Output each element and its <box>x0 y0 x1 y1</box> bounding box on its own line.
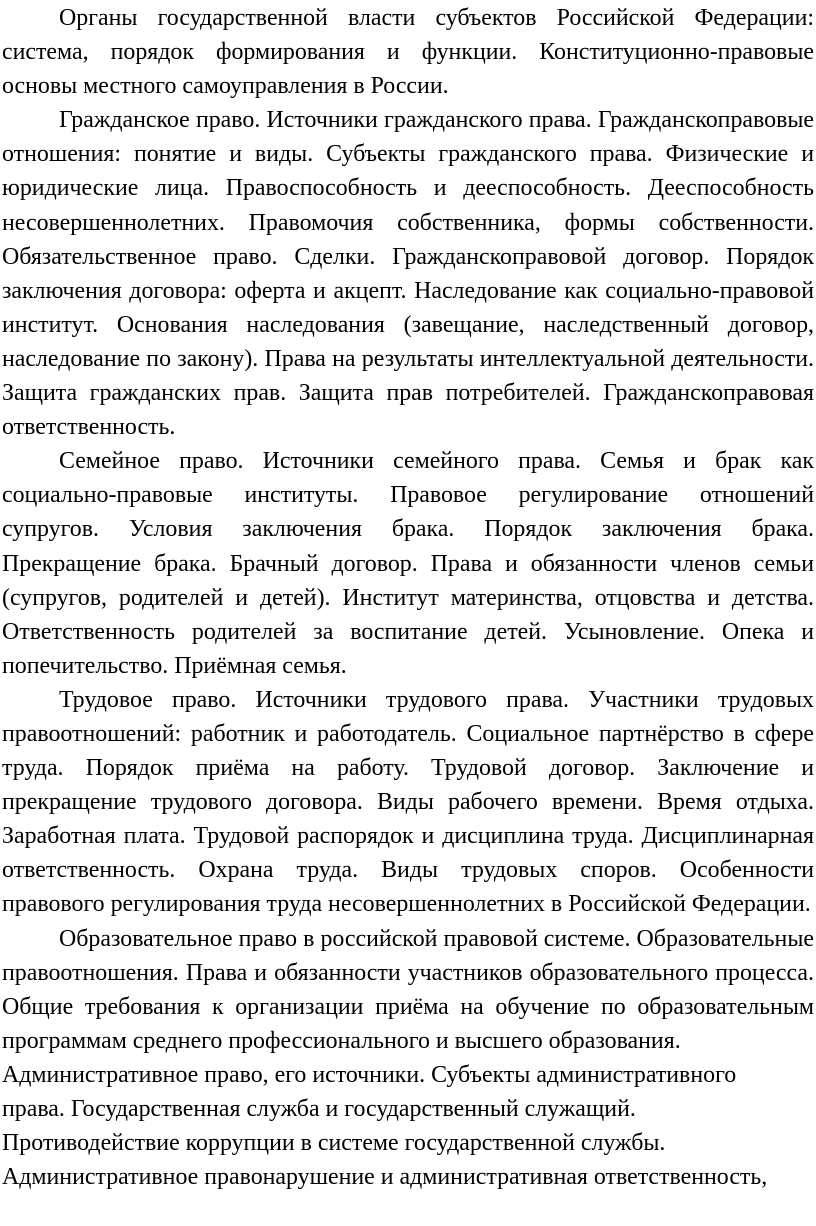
paragraph-family-law: Семейное право. Источники семейного права. Семья и брак как социально-правовые институты. Правовое регулирование отношений супругов. Условия заключения брака. Порядок заключения брака. Прекращение брака. Брачный договор. Права и обязанности членов семьи (супругов, родителей и детей). Институт материнства, отцовства и детства. Ответственность родителей за воспитание детей. Усыновление. Опека и попечительство. Приёмная семья. <box>2 448 814 679</box>
document-page <box>0 1 816 1226</box>
paragraph-labour-law: Трудовое право. Источники трудового права. Участники трудовых правоотношений: работник и работодатель. Социальное партнёрство в сфере труда. Порядок приёма на работу. Трудовой договор. Заключение и прекращение трудового договора. Виды рабочего времени. Время отдыха. Заработная плата. Трудовой распорядок и дисциплина труда. Дисциплинарная ответственность. Охрана труда. Виды трудовых споров. Особенности правового регулирования труда несовершеннолетних в Российской Федерации. <box>2 686 814 918</box>
paragraph-state-authorities: Органы государственной власти субъектов Российской Федерации: система, порядок формирования и функции. Конституционно-правовые основы местного самоуправления в России. <box>2 5 814 100</box>
paragraph-civil-law: Гражданское право. Источники гражданского права. Гражданскоправовые отношения: понятие и виды. Субъекты гражданского права. Физические и юридические лица. Правоспособность и дееспособность. Дееспособность несовершеннолетних. Правомочия собственника, формы собственности. Обязательственное право. Сделки. Гражданскоправовой договор. Порядок заключения договора: оферта и акцепт. Наследование как социально-правовой институт. Основания наследования (завещание, наследственный договор, наследование по закону). Права на результаты интеллектуальной деятельности. Защита гражданских прав. Защита прав потребителей. Гражданскоправовая ответственность. <box>2 107 814 441</box>
text-line: Административное право, его источники. Субъекты административного <box>2 1061 737 1088</box>
text-line: права. Государственная служба и государственный служащий. <box>2 1096 636 1122</box>
paragraph-education-law: Образовательное право в российской правовой системе. Образовательные правоотношения. Права и обязанности участников образовательного процесса. Общие требования к организации приёма на обучение по образовательным программам среднего профессионального и высшего образования. <box>2 925 814 1054</box>
administrative-law-block <box>2 1058 814 1194</box>
text-line: Административное правонарушение и административная ответственность, <box>2 1164 768 1191</box>
text-line: Противодействие коррупции в системе государственной службы. <box>2 1130 666 1157</box>
